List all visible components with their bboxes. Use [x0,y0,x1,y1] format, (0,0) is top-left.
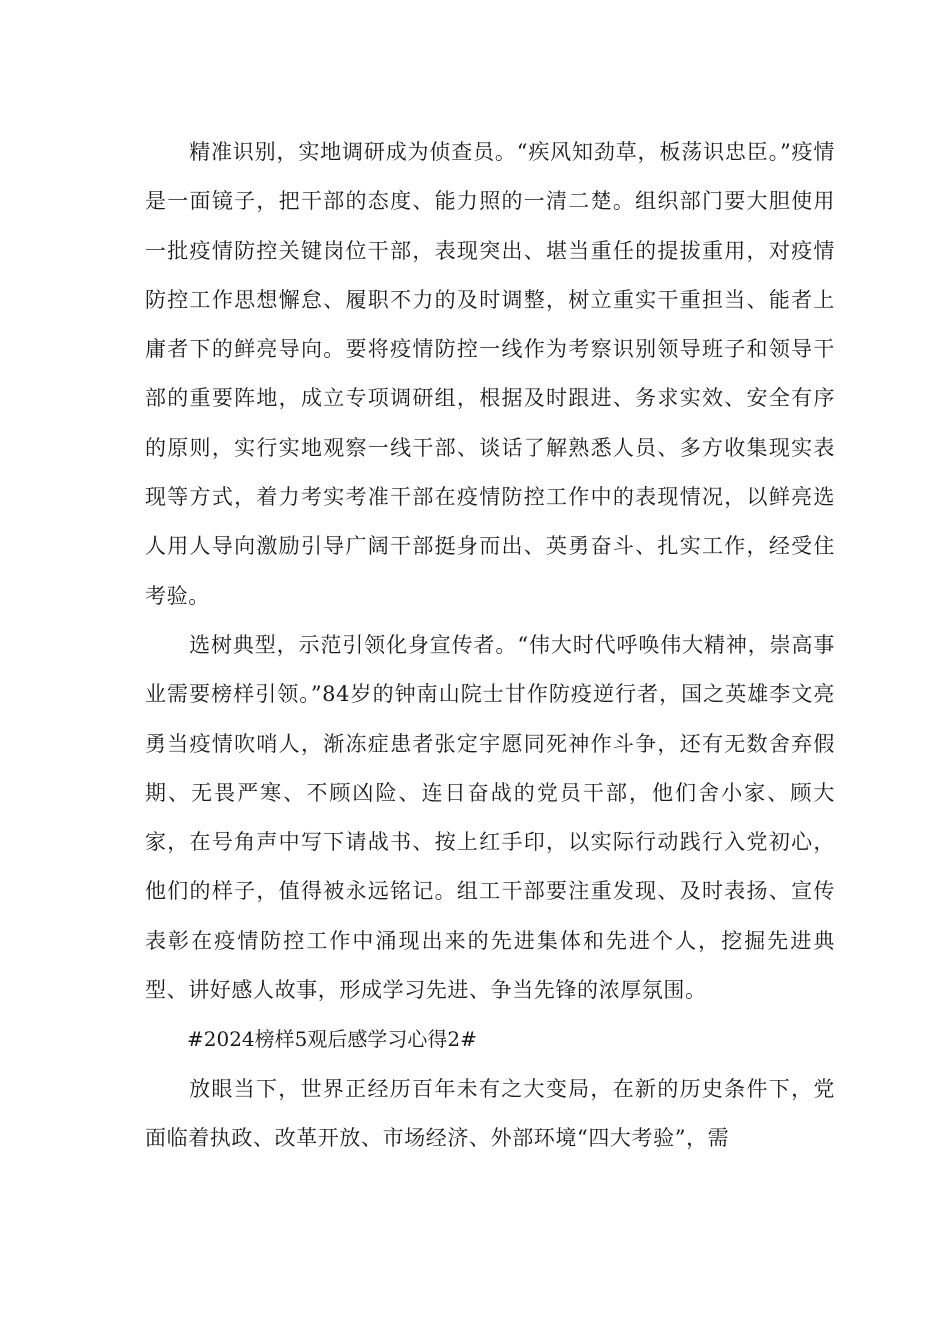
paragraph-final: 放眼当下，世界正经历百年未有之大变局，在新的历史条件下，党面临着执政、改革开放、市场经济、外部环境“四大考验”，需 [145,1076,835,1150]
paragraph-role-models: 选树典型，示范引领化身宣传者。“伟大时代呼唤伟大精神，崇高事业需要榜样引领。”84岁的钟南山院士甘作防疫逆行者，国之英雄李文亮勇当疫情吹哨人，渐冻症患者张定宇愿同死神作斗争，还有无数舍弃假期、无畏严寒、不顾凶险、连日奋战的党员干部，他们舍小家、顾大家，在号角声中写下请战书、按上红手印，以实际行动践行入党初心，他们的样子，值得被永远铭记。组工干部要注重发现、及时表扬、宣传表彰在疫情防控工作中涌现出来的先进集体和先进个人，挖掘先进典型、讲好感人故事，形成学习先进、争当先锋的浓厚氛围。 [145,632,835,1003]
paragraph-cadre-identification: 精准识别，实地调研成为侦查员。“疾风知劲草，板荡识忠臣。”疫情是一面镜子，把干部的态度、能力照的一清二楚。组织部门要大胆使用一批疫情防控关键岗位干部，表现突出、堪当重任的提拔重用，对疫情防控工作思想懈怠、履职不力的及时调整，树立重实干重担当、能者上庸者下的鲜亮导向。要将疫情防控一线作为考察识别领导班子和领导干部的重要阵地，成立专项调研组，根据及时跟进、务求实效、安全有序的原则，实行实地观察一线干部、谈话了解熟悉人员、多方收集现实表现等方式，着力考实考准干部在疫情防控工作中的表现情况，以鲜亮选人用人导向激励引导广阔干部挺身而出、英勇奋斗、扎实工作，经受住考验。 [145,140,835,608]
document-body [145,128,835,1163]
section-heading: #2024榜样5观后感学习心得2# [187,1027,477,1052]
